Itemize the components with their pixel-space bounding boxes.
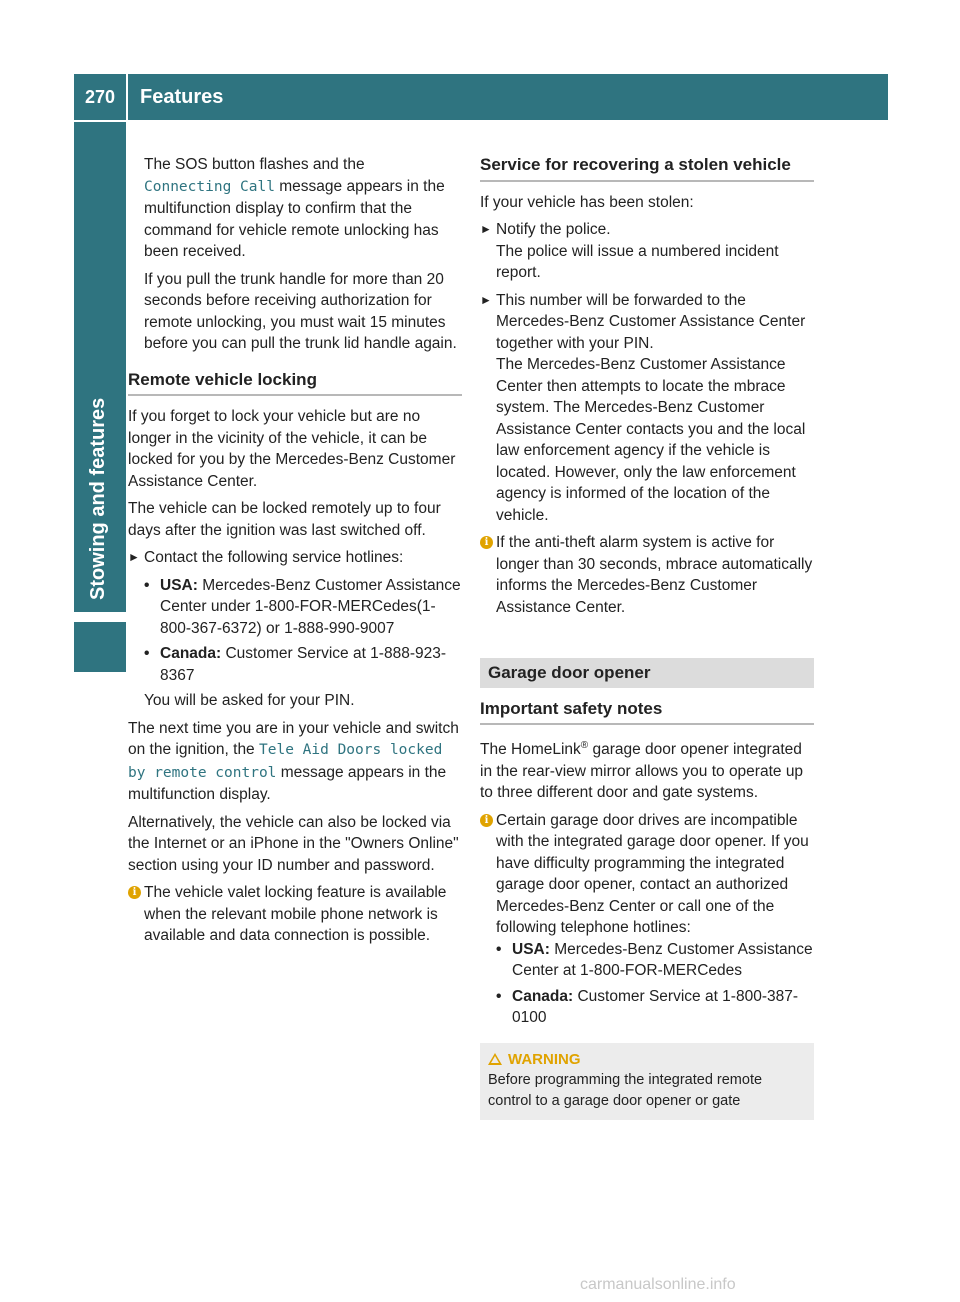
info-icon: i xyxy=(480,814,493,827)
bullet-dot-icon: • xyxy=(144,645,150,662)
list-label: USA: xyxy=(512,940,550,958)
paragraph: If you forget to lock your vehicle but are no longer in the vicinity of the vehicle, it can be locked for you by the Mercedes-Benz Customer Assistance Center. xyxy=(128,408,456,490)
page-title: Features xyxy=(128,74,888,120)
step-result: The Mercedes-Benz Customer Assistance Center then attempts to locate the mbrace system. The Mercedes-Benz Customer Assistance Center contacts you and the local law enforcement agency if the vehicle is located. However, only the law enforcement agency is informed of the location of the vehicle. xyxy=(496,356,806,524)
warning-text: Before programming the integrated remote control to a garage door opener or gate xyxy=(488,1071,763,1109)
paragraph xyxy=(128,154,462,355)
text: message appears in the multifunction display to confirm that the command for vehicle remote unlocking has been received. xyxy=(144,177,445,260)
section-heading: Remote vehicle locking xyxy=(128,369,462,397)
bullet-dot-icon: • xyxy=(144,576,150,594)
paragraph xyxy=(480,735,814,804)
step-result: The police will issue a numbered incident report. xyxy=(496,242,779,281)
warning-triangle-icon xyxy=(488,1053,502,1065)
warning-title xyxy=(488,1049,806,1070)
bullet-dot-icon: • xyxy=(496,987,502,1005)
list-item xyxy=(144,643,462,686)
section-heading: Service for recovering a stolen vehicle xyxy=(480,154,814,182)
section-heading: Important safety notes xyxy=(480,698,814,726)
list-text: Mercedes-Benz Customer Assistance Center at 1-800-FOR-MERCedes xyxy=(512,940,813,980)
info-note xyxy=(480,532,814,618)
paragraph: If your vehicle has been stolen: xyxy=(480,193,694,211)
page-number: 270 xyxy=(74,74,126,120)
bullet-dot-icon: • xyxy=(496,940,502,958)
text: The next time you are in your vehicle and switch on the ignition, the xyxy=(128,719,459,758)
list-label: USA: xyxy=(160,576,198,594)
info-icon: i xyxy=(480,536,493,549)
list-text: Mercedes-Benz Customer Assistance Center under 1-800-FOR-MERCedes(1-800-367-6372) or 1-888-990-9007 xyxy=(160,576,461,637)
step-item xyxy=(480,219,814,284)
paragraph: Alternatively, the vehicle can also be locked via the Internet or an iPhone in the "Owners Online" section using your ID number and password. xyxy=(128,813,459,874)
paragraph xyxy=(128,718,462,806)
text: The HomeLink xyxy=(480,741,581,759)
info-icon: i xyxy=(128,886,141,899)
left-column xyxy=(128,154,462,947)
step-item xyxy=(128,547,462,569)
info-note xyxy=(128,882,462,947)
warning-label: WARNING xyxy=(508,1050,581,1068)
paragraph: You will be asked for your PIN. xyxy=(144,692,355,709)
arrow-right-icon: ► xyxy=(480,222,492,236)
side-tab-label: Stowing and features xyxy=(87,397,109,600)
text: The SOS button flashes and the xyxy=(144,156,365,173)
paragraph: The vehicle can be locked remotely up to four days after the ignition was last switched off. xyxy=(128,500,441,539)
list-item xyxy=(144,575,462,640)
info-note xyxy=(480,810,814,939)
info-text: If the anti-theft alarm system is active for longer than 30 seconds, mbrace automatically informs the Mercedes-Benz Customer Assistance Center. xyxy=(496,534,813,616)
info-text: The vehicle valet locking feature is available when the relevant mobile phone network is available and data connection is possible. xyxy=(144,884,447,944)
display-message: Connecting Call xyxy=(144,178,275,195)
list-item xyxy=(496,939,814,982)
paragraph: If you pull the trunk handle for more than 20 seconds before receiving authorization for remote unlocking, you must wait 15 minutes before you can pull the trunk lid handle again. xyxy=(144,270,457,352)
chapter-heading: Garage door opener xyxy=(480,658,814,688)
step-item xyxy=(480,290,814,527)
list-item xyxy=(496,986,814,1029)
arrow-right-icon: ► xyxy=(480,292,492,307)
right-column xyxy=(480,154,814,1120)
step-text: Notify the police. xyxy=(496,221,611,238)
info-text: Certain garage door drives are incompatible with the integrated garage door opener. If you have difficulty programming the integrated garage door opener, contact an authorized Mercedes-Benz Center or call one of the following telephone hotlines: xyxy=(496,811,809,937)
warning-box xyxy=(480,1043,814,1120)
list-label: Canada: xyxy=(160,645,222,662)
registered-mark: ® xyxy=(580,740,589,751)
watermark: carmanualsonline.info xyxy=(580,1276,736,1293)
text: garage door opener integrated in the rear-view mirror allows you to operate up to three different door and gate systems. xyxy=(480,741,804,802)
side-tab-marker xyxy=(74,622,126,672)
list-label: Canada: xyxy=(512,987,574,1005)
step-text: This number will be forwarded to the Mercedes-Benz Customer Assistance Center together with your PIN. xyxy=(496,291,806,352)
list-text: Customer Service at 1-888-923-8367 xyxy=(160,645,447,684)
step-text: Contact the following service hotlines: xyxy=(144,549,404,566)
display-message: Tele Aid Doors locked by remote control xyxy=(128,742,443,781)
text: message appears in the multifunction display. xyxy=(128,763,447,803)
arrow-right-icon: ► xyxy=(128,550,140,564)
list-text: Customer Service at 1-800-387-0100 xyxy=(512,987,799,1027)
